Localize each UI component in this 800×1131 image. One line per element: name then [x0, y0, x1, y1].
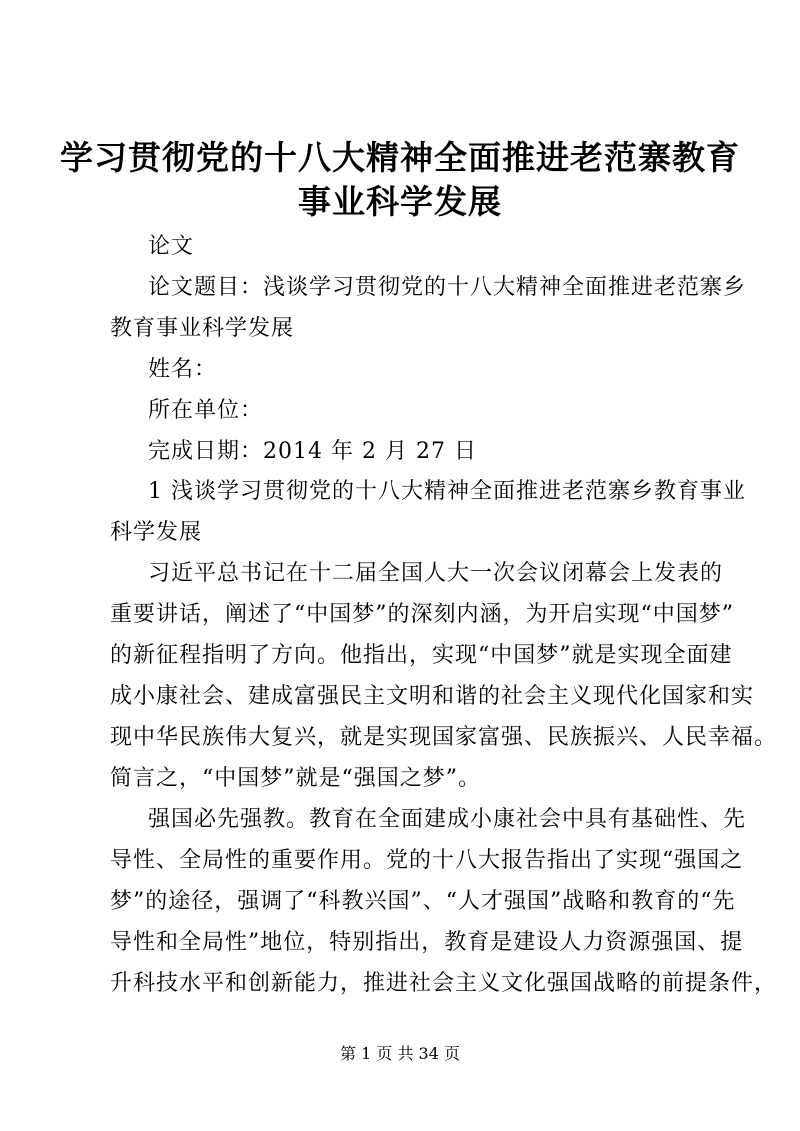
- author-name-field: 姓名：: [148, 357, 218, 382]
- completion-date: 完成日期：2014 年 2 月 27 日: [148, 439, 477, 464]
- paragraph-1-line-5: 现中华民族伟大复兴，就是实现国家富强、民族振兴、人民幸福。: [110, 725, 778, 750]
- paragraph-1-line-2: 重要讲话，阐述了“中国梦”的深刻内涵，为开启实现“中国梦”: [110, 602, 734, 627]
- paragraph-1-line-4: 成小康社会、建成富强民主文明和谐的社会主义现代化国家和实: [110, 684, 755, 709]
- paragraph-1-line-3: 的新征程指明了方向。他指出，实现“中国梦”就是实现全面建: [110, 643, 733, 668]
- section-heading-line-1: 1 浅谈学习贯彻党的十八大精神全面推进老范寨乡教育事业: [148, 479, 746, 504]
- paper-topic-line-2: 教育事业科学发展: [110, 316, 295, 341]
- document-title: [60, 136, 740, 224]
- paragraph-1-line-1: 习近平总书记在十二届全国人大一次会议闭幕会上发表的: [148, 561, 724, 586]
- section-heading-line-2: 科学发展: [110, 520, 203, 545]
- paragraph-2-line-2: 导性、全局性的重要作用。党的十八大报告指出了实现“强国之: [110, 848, 744, 873]
- unit-field: 所在单位：: [148, 398, 264, 423]
- paragraph-1-line-6: 简言之，“中国梦”就是“强国之梦”。: [110, 766, 481, 791]
- page-number-footer: 第 1 页 共 34 页: [340, 1044, 460, 1063]
- paragraph-2-line-1: 强国必先强教。教育在全面建成小康社会中具有基础性、先: [148, 807, 747, 832]
- paragraph-2-line-5: 升科技水平和创新能力，推进社会主义文化强国战略的前提条件，: [110, 971, 778, 996]
- paragraph-2-line-4: 导性和全局性”地位，特别指出，教育是建设人力资源强国、提: [110, 930, 744, 955]
- paper-label: 论文: [148, 234, 195, 259]
- title-line-2: 事业科学发展: [298, 182, 502, 221]
- paragraph-2-line-3: 梦”的途径，强调了“科教兴国”、“人才强国”战略和教育的“先: [110, 889, 736, 914]
- paper-topic-line-1: 论文题目：浅谈学习贯彻党的十八大精神全面推进老范寨乡: [148, 275, 747, 300]
- title-line-1: 学习贯彻党的十八大精神全面推进老范寨教育: [60, 138, 740, 177]
